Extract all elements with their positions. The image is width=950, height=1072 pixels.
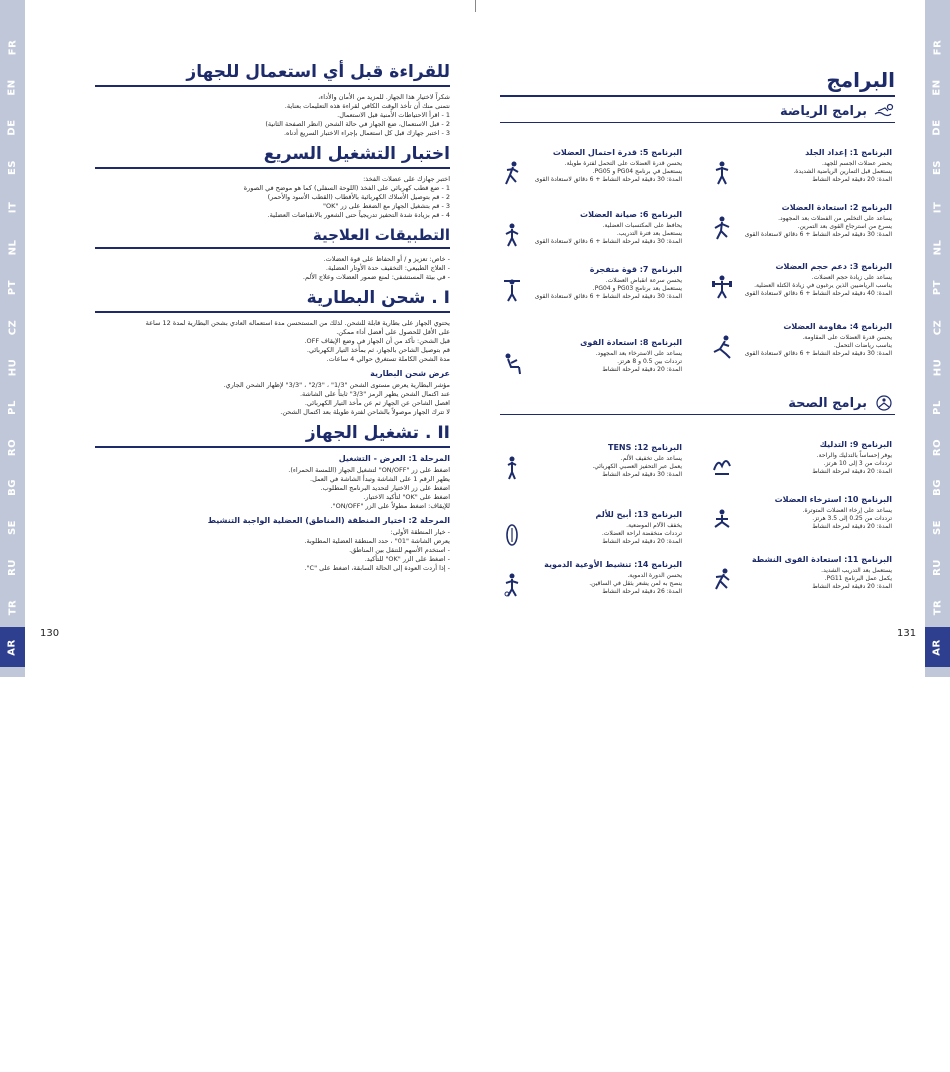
pain-relief-icon bbox=[502, 522, 522, 548]
program-description bbox=[526, 222, 682, 248]
text-line: 3 - قم بتشغيل الجهاز مع الضغط على زر "OK" bbox=[323, 202, 450, 210]
text-line: 2 - قم بتوصيل الأسلاك الكهربائية بالأقطاب (القطب الأسود والأحمر) bbox=[267, 193, 450, 201]
language-tab-label: PL bbox=[6, 399, 18, 415]
language-tab-label: TR bbox=[7, 599, 18, 615]
section-rule bbox=[500, 414, 895, 415]
program-title: البرنامج 12: TENS bbox=[607, 443, 682, 452]
language-tab-en[interactable] bbox=[0, 67, 25, 107]
program-card bbox=[502, 210, 682, 248]
heading-rule bbox=[95, 85, 450, 87]
language-tab-es[interactable] bbox=[925, 147, 950, 187]
language-tab-ru[interactable] bbox=[925, 547, 950, 587]
heading-rule bbox=[95, 247, 450, 249]
resting-icon bbox=[502, 350, 522, 376]
text-line: شكراً لاختيار هذا الجهاز. للمزيد من الأمان والأداء، bbox=[318, 93, 450, 101]
language-tab-label: PL bbox=[931, 399, 943, 415]
language-tab-label: AR bbox=[931, 638, 943, 656]
program-text-line: المدة: 20 دقيقة لمرحلة النشاط bbox=[812, 176, 892, 183]
language-tab-label: TR bbox=[932, 599, 943, 615]
program-body bbox=[712, 160, 892, 186]
language-tab-tr[interactable] bbox=[925, 587, 950, 627]
text-line: افصل الشاحن عن الجهاز ثم عن مأخذ التيار الكهربائي. bbox=[304, 399, 450, 407]
heading-rule bbox=[500, 95, 895, 97]
program-text-line: المدة: 30 دقيقة لمرحلة النشاط + 6 دقائق لاستعادة القوى bbox=[744, 231, 892, 238]
program-body bbox=[502, 522, 682, 548]
program-title: البرنامج 10: استرخاء العضلات bbox=[774, 495, 892, 504]
program-body bbox=[502, 222, 682, 248]
language-tab-label: IT bbox=[6, 201, 18, 213]
sprinter-icon bbox=[712, 334, 732, 360]
program-text-line: يساعد على إرخاء العضلات المتوترة. bbox=[802, 507, 892, 514]
step1-text bbox=[95, 466, 450, 511]
program-text-line: المدة: 20 دقيقة لمرحلة النشاط bbox=[812, 468, 892, 475]
program-text-line: يساعد على الاسترخاء بعد المجهود. bbox=[595, 350, 682, 357]
program-text-line: ترددات من 3 إلى 10 هرتز. bbox=[823, 460, 892, 467]
program-title: البرنامج 13: أبيح للألم bbox=[595, 510, 682, 519]
program-text-line: المدة: 30 دقيقة لمرحلة النشاط bbox=[602, 471, 682, 478]
text-line: - خاص: تعزيز و / أو الحفاظ على قوة العضلات. bbox=[323, 255, 450, 263]
program-body bbox=[712, 567, 892, 593]
language-tab-bg[interactable] bbox=[925, 467, 950, 507]
language-tab-de[interactable] bbox=[0, 107, 25, 147]
program-text-line: المدة: 20 دقيقة لمرحلة النشاط bbox=[602, 538, 682, 545]
text-line: - إذا أردت العودة إلى الحالة السابقة، اضغط على "C". bbox=[304, 564, 450, 572]
section-sport-header bbox=[500, 103, 895, 119]
language-tab-label: RO bbox=[931, 438, 943, 456]
language-tab-label: SE bbox=[6, 519, 18, 535]
language-tab-pl[interactable] bbox=[925, 387, 950, 427]
text-line: - في بيئة المستشفى: لمنع ضمور العضلات وعلاج الألم. bbox=[302, 273, 450, 281]
step1-title: المرحلة 1: العرض - التشغيل bbox=[338, 454, 450, 463]
program-body bbox=[502, 160, 682, 186]
page-fold bbox=[475, 0, 476, 12]
program-body bbox=[502, 455, 682, 481]
program-card bbox=[712, 262, 892, 300]
text-line: لا تترك الجهاز موصولاً بالشاحن لفترة طويلة بعد اكتمال الشحن. bbox=[280, 408, 450, 416]
program-text-line: ترددات من 0.25 إلى 3.5 هرتز. bbox=[812, 515, 892, 522]
language-tab-label: CZ bbox=[7, 319, 18, 335]
program-card bbox=[712, 555, 892, 593]
section-health-title: برامج الصحة bbox=[788, 395, 867, 411]
program-text-line: يناسب رياضات التحمل. bbox=[833, 342, 892, 349]
program-text-line: يستعمل في برنامج PG04 و PG05. bbox=[592, 168, 682, 175]
language-tab-ru[interactable] bbox=[0, 547, 25, 587]
recovery-runner-icon bbox=[712, 567, 732, 593]
read-text bbox=[95, 93, 450, 138]
text-line: - استخدم الأسهم للتنقل بين المناطق. bbox=[349, 546, 450, 554]
program-description bbox=[736, 215, 892, 241]
program-body bbox=[712, 452, 892, 478]
language-tab-hu[interactable] bbox=[925, 347, 950, 387]
language-tab-pt[interactable] bbox=[925, 267, 950, 307]
program-card bbox=[712, 495, 892, 533]
section-health-header bbox=[500, 395, 895, 411]
heading-operate-device: II . تشغيل الجهاز bbox=[305, 423, 450, 443]
language-tab-label: AR bbox=[6, 638, 18, 656]
program-body bbox=[502, 277, 682, 303]
language-tab-ro[interactable] bbox=[0, 427, 25, 467]
language-tab-label: HU bbox=[932, 358, 943, 376]
section-sport-title: برامج الرياضة bbox=[779, 103, 867, 119]
program-body bbox=[712, 215, 892, 241]
program-text-line: يحافظ على المكتسبات العضلية. bbox=[602, 222, 682, 229]
program-title: البرنامج 5: قدرة احتمال العضلات bbox=[552, 148, 682, 157]
program-text-line: المدة: 30 دقيقة لمرحلة النشاط + 6 دقائق لاستعادة القوى bbox=[744, 350, 892, 357]
language-tab-label: NL bbox=[7, 239, 18, 255]
program-card bbox=[502, 443, 682, 481]
program-title: البرنامج 7: قوة متفجرة bbox=[589, 265, 682, 274]
text-line: نتمنى منك أن تأخذ الوقت الكافي لقراءة هذه التعليمات بعناية. bbox=[284, 102, 450, 110]
language-tab-es[interactable] bbox=[0, 147, 25, 187]
program-description bbox=[526, 160, 682, 186]
program-text-line: ترددات منخفضة لراحة العضلات. bbox=[601, 530, 682, 537]
program-text-line: يستعمل بعد التدريب الشديد. bbox=[821, 567, 892, 574]
program-text-line: يحسن سرعة انقباض العضلات. bbox=[605, 277, 682, 284]
program-text-line: المدة: 20 دقيقة لمرحلة النشاط bbox=[812, 583, 892, 590]
program-text-line: المدة: 30 دقيقة لمرحلة النشاط + 6 دقائق لاستعادة القوى bbox=[534, 176, 682, 183]
program-card bbox=[502, 510, 682, 548]
circulation-icon bbox=[502, 572, 522, 598]
language-tab-ar[interactable] bbox=[0, 627, 25, 667]
program-text-line: يحسن الدورة الدموية. bbox=[627, 572, 682, 579]
program-description bbox=[736, 334, 892, 360]
heading-quick-test: اختبار التشغيل السريع bbox=[263, 144, 450, 164]
text-line: اضغط على زر "ON/OFF" لتشغيل الجهاز (اللمسة الحمراء). bbox=[288, 466, 450, 474]
page-number-left: 130 bbox=[40, 628, 60, 639]
battery-text bbox=[95, 319, 450, 364]
text-line: مؤشر البطارية يعرض مستوى الشحن "1/3" ، "2/3" ، "3/3" لإظهار الشحن الجاري. bbox=[223, 381, 450, 389]
language-tab-label: CZ bbox=[932, 319, 943, 335]
program-title: البرنامج 3: دعم حجم العضلات bbox=[775, 262, 892, 271]
athlete-icon bbox=[502, 222, 522, 248]
language-tab-label: DE bbox=[931, 118, 943, 136]
program-description bbox=[526, 572, 682, 598]
program-text-line: المدة: 20 دقيقة لمرحلة النشاط bbox=[602, 366, 682, 373]
text-line: يعرض الشاشة "01" ، حدد المنطقة العضلية المطلوبة. bbox=[304, 537, 450, 545]
program-text-line: ترددات بين 0.5 و 8 هرتز. bbox=[617, 358, 682, 365]
heading-rule bbox=[95, 167, 450, 169]
language-tab-label: DE bbox=[6, 118, 18, 136]
language-tab-label: IT bbox=[931, 201, 943, 213]
language-tab-nl[interactable] bbox=[925, 227, 950, 267]
subheading-battery-display: عرض شحن البطارية bbox=[370, 369, 450, 378]
program-text-line: يساعد على زيادة حجم العضلات. bbox=[811, 274, 892, 281]
language-tab-en[interactable] bbox=[925, 67, 950, 107]
relaxation-icon bbox=[712, 507, 732, 533]
language-tab-label: FR bbox=[932, 39, 943, 55]
program-card bbox=[502, 148, 682, 186]
text-line: مدة الشحن الكاملة تستغرق حوالي 4 ساعات. bbox=[326, 355, 450, 363]
program-text-line: يحسن قدرة العضلات على المقاومة. bbox=[802, 334, 892, 341]
program-text-line: يستعمل بعد فترة التدريب. bbox=[616, 230, 682, 237]
step2-title: المرحلة 2: اختيار المنطقة (المناطق) العضلية الواجبة التنشيط bbox=[207, 516, 450, 525]
language-tab-label: BG bbox=[932, 478, 943, 496]
program-text-line: يساعد على تخفيف الألم. bbox=[620, 455, 682, 462]
language-tab-ro[interactable] bbox=[925, 427, 950, 467]
language-tab-label: PT bbox=[932, 279, 943, 295]
program-title: البرنامج 14: تنشيط الأوعية الدموية bbox=[544, 560, 682, 569]
program-text-line: يستعمل قبل التمارين الرياضية الشديدة. bbox=[793, 168, 892, 175]
left-page bbox=[95, 62, 450, 739]
stretching-icon bbox=[712, 215, 732, 241]
language-tab-label: RU bbox=[6, 558, 18, 576]
program-text-line: يسرع من استرجاع القوى بعد التمرين. bbox=[797, 223, 892, 230]
program-description bbox=[736, 567, 892, 593]
program-text-line: يوفر إحساساً بالتدليك والراحة. bbox=[816, 452, 892, 459]
language-tab-hu[interactable] bbox=[0, 347, 25, 387]
program-description bbox=[736, 452, 892, 478]
language-tab-de[interactable] bbox=[925, 107, 950, 147]
language-tab-it[interactable] bbox=[0, 187, 25, 227]
swimmer-icon bbox=[873, 103, 895, 119]
heading-rule bbox=[95, 446, 450, 448]
program-card bbox=[502, 338, 682, 376]
program-text-line: المدة: 40 دقيقة لمرحلة النشاط + 6 دقائق لاستعادة القوى bbox=[744, 290, 892, 297]
program-body bbox=[712, 507, 892, 533]
quick-text bbox=[95, 175, 450, 220]
language-tab-label: PT bbox=[7, 279, 18, 295]
program-text-line: يحضر عضلات الجسم للجهد. bbox=[821, 160, 892, 167]
language-tab-label: ES bbox=[6, 159, 18, 175]
tens-figure-icon bbox=[502, 455, 522, 481]
program-card bbox=[502, 560, 682, 598]
text-line: اضغط على "OK" لتأكيد الاختيار. bbox=[363, 493, 450, 501]
language-tabs-right bbox=[925, 0, 950, 677]
language-tabs-left bbox=[0, 0, 25, 677]
barbell-icon bbox=[502, 277, 522, 303]
text-line: 3 - اختبر جهازك قبل كل استعمال بإجراء الاختبار السريع أدناه. bbox=[283, 129, 450, 137]
program-description bbox=[526, 350, 682, 376]
language-tab-label: RU bbox=[931, 558, 943, 576]
program-card bbox=[712, 148, 892, 186]
text-line: 1 - اقرأ الاحتياطات الأمنية قبل الاستعمال. bbox=[337, 111, 450, 119]
language-tab-label: NL bbox=[932, 239, 943, 255]
program-card bbox=[502, 265, 682, 303]
program-text-line: يحسن قدرة العضلات على التحمل لفترة طويلة. bbox=[564, 160, 682, 167]
language-tab-label: BG bbox=[7, 478, 18, 496]
massage-hands-icon bbox=[712, 452, 732, 478]
program-title: البرنامج 11: استعادة القوى النشطة bbox=[751, 555, 892, 564]
language-tab-label: FR bbox=[7, 39, 18, 55]
program-text-line: يعمل عبر التحفيز العصبي الكهربائي. bbox=[592, 463, 682, 470]
program-card bbox=[712, 440, 892, 478]
language-tab-label: EN bbox=[6, 78, 18, 96]
program-body bbox=[712, 274, 892, 300]
language-tab-label: ES bbox=[931, 159, 943, 175]
meditation-icon bbox=[873, 395, 895, 411]
page-number-right: 131 bbox=[897, 628, 917, 639]
language-tab-pl[interactable] bbox=[0, 387, 25, 427]
program-text-line: المدة: 26 دقيقة لمرحلة النشاط bbox=[602, 588, 682, 595]
program-description bbox=[526, 522, 682, 548]
program-text-line: يناسب الرياضيين الذين يرغبون في زيادة الكتلة العضلية. bbox=[754, 282, 892, 289]
text-line: - العلاج الطبيعي: التخفيف حدة الأوتار العضلية. bbox=[325, 264, 450, 272]
program-card bbox=[712, 203, 892, 241]
text-line: 4 - قم بزيادة شدة التحفيز تدريجياً حتى الشعور بالانقباضات العضلية. bbox=[267, 211, 450, 219]
language-tab-it[interactable] bbox=[925, 187, 950, 227]
heading-rule bbox=[95, 311, 450, 313]
program-text-line: المدة: 30 دقيقة لمرحلة النشاط + 6 دقائق لاستعادة القوى bbox=[534, 293, 682, 300]
language-tab-ar[interactable] bbox=[925, 627, 950, 667]
language-tab-fr[interactable] bbox=[0, 27, 25, 67]
language-tab-se[interactable] bbox=[925, 507, 950, 547]
runner-icon bbox=[712, 160, 732, 186]
program-title: البرنامج 6: صيانة العضلات bbox=[580, 210, 682, 219]
text-line: - خيار المنطقة الأولى: bbox=[390, 528, 450, 536]
heading-read-before-use: للقراءة قبل أي استعمال للجهاز bbox=[186, 62, 450, 82]
program-text-line: يكمل عمل البرنامج PG11. bbox=[824, 575, 892, 582]
language-tab-bg[interactable] bbox=[0, 467, 25, 507]
text-line: - اضغط على الزر "OK" للتأكيد. bbox=[364, 555, 450, 563]
text-line: يحتوي الجهاز على بطارية قابلة للشحن. لذلك من المستحسن مدة استعماله العادي بشحن البطارية لمدة 12 ساعة bbox=[145, 319, 450, 327]
text-line: 1 - ضع قطب كهربائي على الفخذ (اللوحة السفلى) كما هو موضح في الصورة bbox=[243, 184, 450, 192]
section-rule bbox=[500, 122, 895, 123]
program-body bbox=[502, 572, 682, 598]
program-text-line: المدة: 30 دقيقة لمرحلة النشاط + 6 دقائق لاستعادة القوى bbox=[534, 238, 682, 245]
language-tab-fr[interactable] bbox=[925, 27, 950, 67]
language-tab-label: EN bbox=[931, 78, 943, 96]
program-text-line: يستعمل بعد برنامج PG03 و PG04. bbox=[592, 285, 682, 292]
program-description bbox=[526, 277, 682, 303]
program-text-line: يخفف الآلام الموضعية. bbox=[626, 522, 682, 529]
language-tab-label: HU bbox=[7, 358, 18, 376]
language-tab-cz[interactable] bbox=[0, 307, 25, 347]
program-text-line: ينصح به لمن يشعر بثقل في الساقين. bbox=[589, 580, 682, 587]
program-title: البرنامج 4: مقاومة العضلات bbox=[783, 322, 892, 331]
program-title: البرنامج 9: التدليك bbox=[819, 440, 892, 449]
language-tab-pt[interactable] bbox=[0, 267, 25, 307]
text-line: قم بتوصيل الشاحن بالجهاز، ثم بمأخذ التيار الكهربائي. bbox=[306, 346, 450, 354]
text-line: 2 - قبل الاستعمال، ضع الجهاز في حالة الشحن (انظر الصفحة الثانية) bbox=[265, 120, 450, 128]
program-description bbox=[526, 455, 682, 481]
program-body bbox=[712, 334, 892, 360]
text-line: على الأقل للحصول على أفضل أداء ممكن. bbox=[336, 328, 450, 336]
program-description bbox=[736, 507, 892, 533]
program-text-line: يساعد على التخلص من الفضلات بعد المجهود. bbox=[778, 215, 892, 222]
language-tab-label: RO bbox=[6, 438, 18, 456]
program-description bbox=[736, 274, 892, 300]
apps-text bbox=[95, 255, 450, 282]
language-tab-cz[interactable] bbox=[925, 307, 950, 347]
battery-display-text bbox=[95, 381, 450, 417]
text-line: اضغط على زر الاختيار لتحديد البرنامج المطلوب. bbox=[320, 484, 450, 492]
language-tab-tr[interactable] bbox=[0, 587, 25, 627]
language-tab-nl[interactable] bbox=[0, 227, 25, 267]
text-line: عند اكتمال الشحن يظهر الرمز "3/3" ثابتاً على الشاشة. bbox=[299, 390, 450, 398]
text-line: للإيقاف: اضغط مطولاً على الزر "ON/OFF". bbox=[330, 502, 450, 510]
heading-programs: البرامج bbox=[826, 68, 895, 92]
language-tab-label: SE bbox=[931, 519, 943, 535]
program-text-line: المدة: 20 دقيقة لمرحلة النشاط bbox=[812, 523, 892, 530]
weightlifter-icon bbox=[712, 274, 732, 300]
program-title: البرنامج 8: استعادة القوى bbox=[580, 338, 682, 347]
program-title: البرنامج 1: إعداد الجلد bbox=[805, 148, 892, 157]
step2-text bbox=[95, 528, 450, 573]
program-description bbox=[736, 160, 892, 186]
language-tab-se[interactable] bbox=[0, 507, 25, 547]
climber-icon bbox=[502, 160, 522, 186]
text-line: اختبر جهازك على عضلات الفخذ: bbox=[363, 175, 450, 183]
program-title: البرنامج 2: استعادة العضلات bbox=[781, 203, 892, 212]
text-line: يظهر الرقم 1 على الشاشة وتبدأ الشاشة في العمل. bbox=[310, 475, 450, 483]
heading-battery: I . شحن البطارية bbox=[306, 288, 450, 308]
text-line: قبل الشحن: تأكد من أن الجهاز في وضع الإيقاف OFF. bbox=[304, 337, 450, 345]
heading-therapeutic-apps: التطبيقات العلاجية bbox=[312, 226, 450, 244]
program-body bbox=[502, 350, 682, 376]
program-card bbox=[712, 322, 892, 360]
